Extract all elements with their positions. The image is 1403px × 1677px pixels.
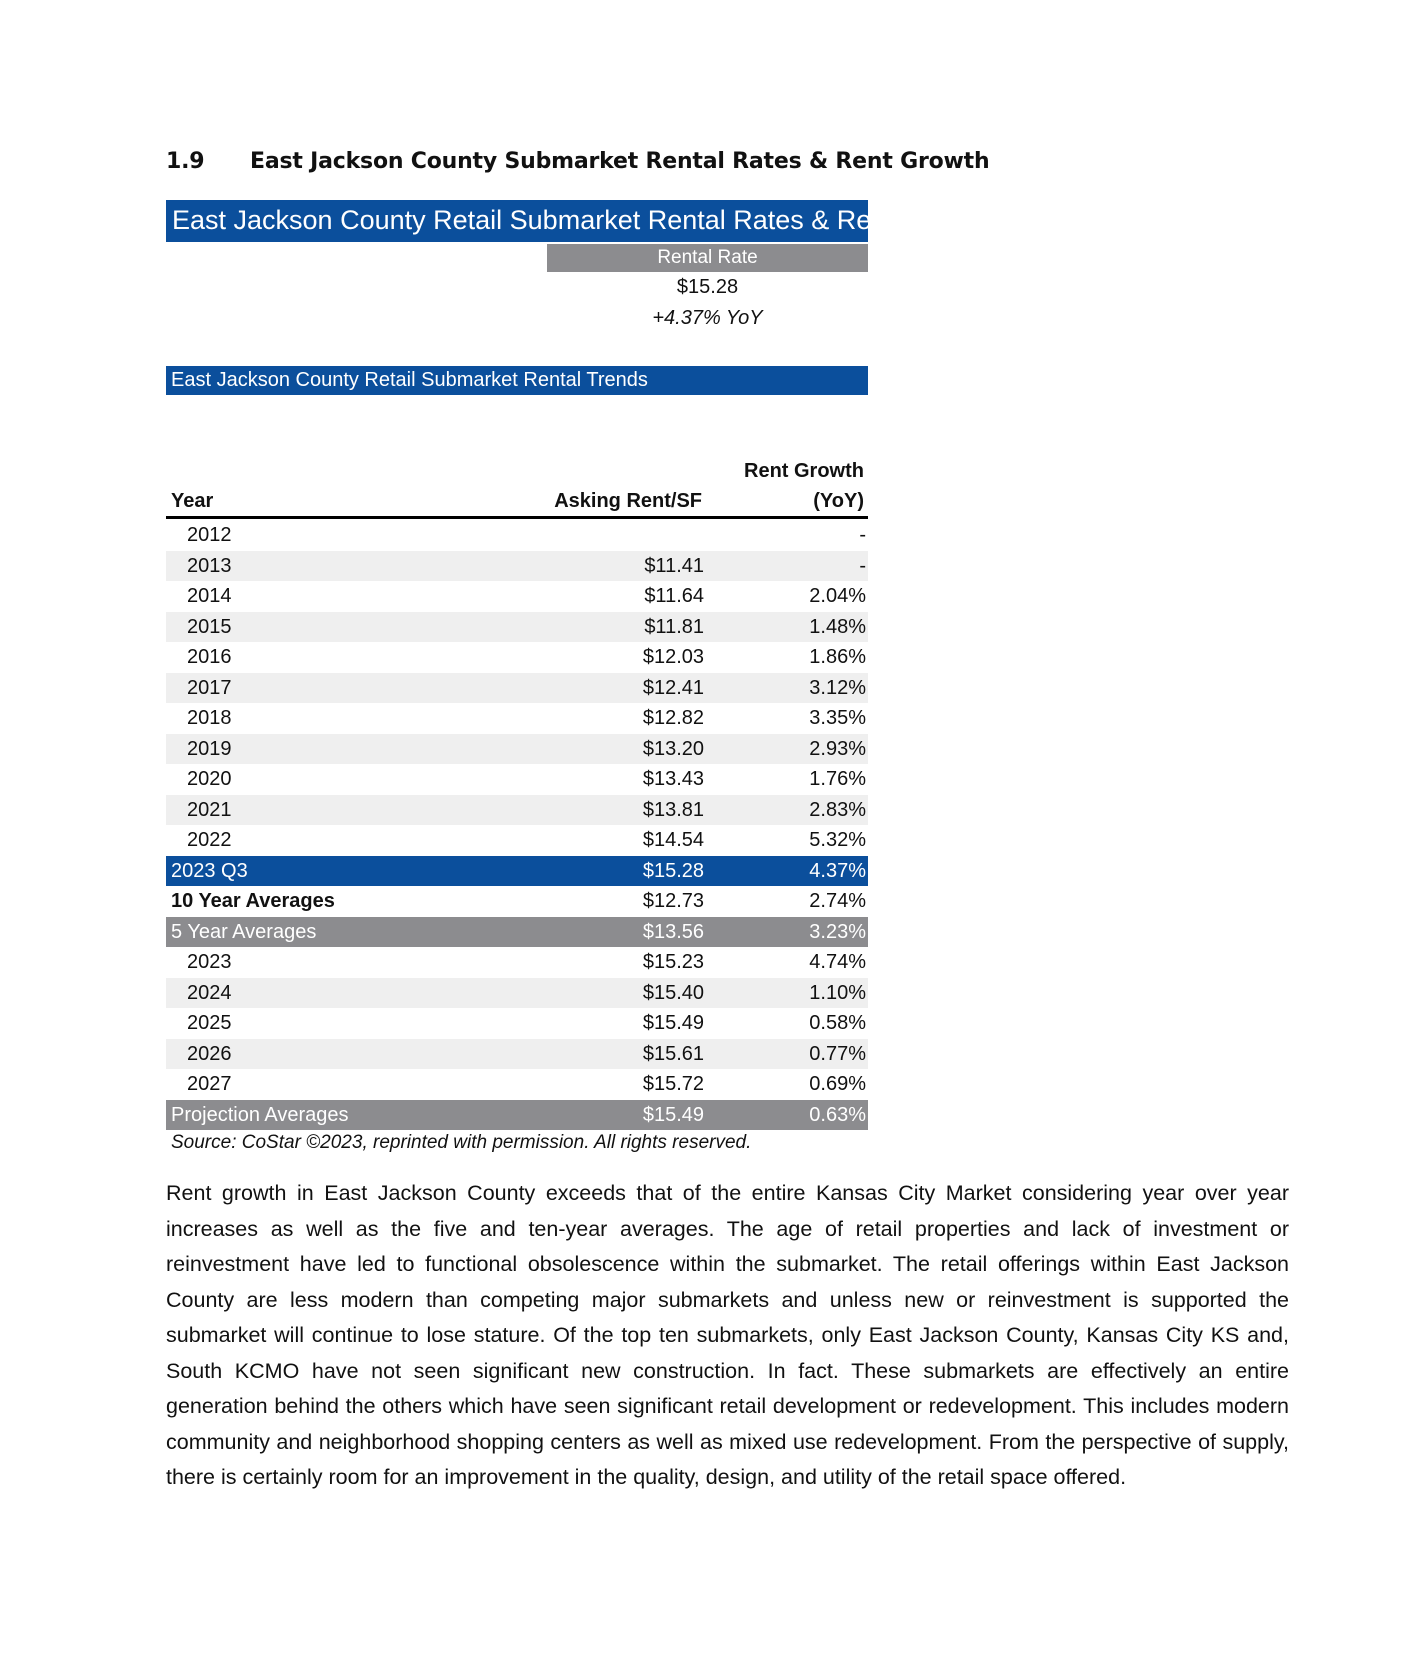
row-year: 2017	[187, 676, 232, 699]
table-row	[166, 520, 868, 551]
table-row	[166, 886, 868, 917]
row-year: 2024	[187, 981, 232, 1004]
row-year: 2022	[187, 829, 232, 851]
row-year: Projection Averages	[171, 1103, 349, 1126]
table-row	[166, 1069, 868, 1100]
row-year: 2016	[187, 646, 232, 668]
row-asking-rent: $11.41	[644, 554, 704, 577]
table-row	[166, 703, 868, 734]
row-rent-growth: 1.76%	[809, 768, 866, 790]
column-header-asking-rent: Asking Rent/SF	[554, 490, 702, 512]
row-asking-rent: $15.23	[642, 951, 704, 973]
row-rent-growth: 3.12%	[809, 676, 866, 699]
table-row	[166, 917, 868, 948]
table-row	[166, 1008, 868, 1039]
column-header-yoy: (YoY)	[813, 490, 864, 512]
table-row	[166, 856, 868, 887]
section-number: 1.9	[166, 149, 205, 174]
column-header-rent-growth: Rent Growth	[744, 460, 864, 482]
rental-rate-header: Rental Rate	[547, 244, 868, 272]
row-year: 5 Year Averages	[171, 920, 317, 943]
row-year: 2015	[187, 615, 232, 638]
rental-rate-value: $15.28	[676, 276, 739, 298]
row-asking-rent: $15.49	[642, 1012, 704, 1034]
row-asking-rent: $12.73	[642, 890, 704, 912]
row-asking-rent: $12.82	[642, 707, 704, 729]
table-row	[166, 734, 868, 765]
row-rent-growth: 2.04%	[809, 585, 866, 607]
row-rent-growth: -	[859, 524, 866, 546]
row-year: 2014	[187, 585, 232, 607]
row-asking-rent: $15.72	[642, 1073, 704, 1095]
rental-trends-table	[166, 520, 868, 1130]
row-asking-rent: $15.61	[642, 1042, 704, 1065]
source-note: Source: CoStar ©2023, reprinted with permission. All rights reserved.	[171, 1132, 752, 1153]
row-year: 2023 Q3	[171, 859, 248, 882]
table-row	[166, 612, 868, 643]
row-asking-rent: $15.28	[642, 859, 704, 882]
row-year: 2027	[187, 1073, 232, 1095]
row-year: 2012	[187, 524, 232, 546]
table-row	[166, 947, 868, 978]
table-row	[166, 1100, 868, 1131]
row-asking-rent: $12.03	[642, 646, 704, 668]
row-asking-rent: $15.49	[642, 1103, 704, 1126]
row-rent-growth: 3.23%	[809, 920, 866, 943]
table-row	[166, 764, 868, 795]
row-year: 2026	[187, 1042, 232, 1065]
table-row	[166, 673, 868, 704]
body-paragraph: Rent growth in East Jackson County exceeds that of the entire Kansas City Market considering year over year increases as well as the five and ten-year averages. The age of retail properties and lack of investment or reinvestment have led to functional obsolescence within the submarket. The retail offerings within East Jackson County are less modern than competing major submarkets and unless new or reinvestment is supported the submarket will continue to lose stature. Of the top ten submarkets, only East Jackson County, Kansas City KS and, South KCMO have not seen significant new construction. In fact. These submarkets are effectively an entire generation behind the others which have seen significant retail development or redevelopment. This includes modern community and neighborhood shopping centers as well as mixed use redevelopment. From the perspective of supply, there is certainly room for an improvement in the quality, design, and utility of the retail space offered.	[166, 1181, 1289, 1489]
row-asking-rent: $11.64	[644, 585, 704, 607]
row-year: 2025	[187, 1012, 232, 1034]
row-asking-rent: $11.81	[644, 615, 704, 638]
trends-title-bar	[166, 366, 868, 395]
table-row	[166, 1039, 868, 1070]
row-year: 10 Year Averages	[171, 890, 335, 912]
row-rent-growth: 0.77%	[809, 1042, 866, 1065]
row-rent-growth: 2.83%	[809, 798, 866, 821]
row-rent-growth: 0.63%	[809, 1103, 866, 1126]
table-row	[166, 642, 868, 673]
row-rent-growth: 0.69%	[809, 1073, 866, 1095]
row-year: 2023	[187, 951, 232, 973]
row-rent-growth: 2.74%	[809, 890, 866, 912]
section-title: East Jackson County Submarket Rental Rates & Rent Growth	[250, 149, 990, 174]
table-row	[166, 795, 868, 826]
row-rent-growth: 0.58%	[809, 1012, 866, 1034]
row-rent-growth: 4.37%	[809, 859, 866, 882]
rental-rate-change: +4.37% YoY	[652, 307, 763, 329]
row-year: 2019	[187, 737, 232, 760]
column-header-year: Year	[171, 490, 214, 512]
row-asking-rent: $12.41	[642, 676, 704, 699]
table-row	[166, 551, 868, 582]
row-year: 2018	[187, 707, 232, 729]
row-asking-rent: $13.56	[642, 920, 704, 943]
row-year: 2013	[187, 554, 232, 577]
row-rent-growth: 5.32%	[809, 829, 866, 851]
row-rent-growth: 1.48%	[809, 615, 866, 638]
row-asking-rent: $13.81	[642, 798, 704, 821]
row-asking-rent: $13.20	[642, 737, 704, 760]
row-asking-rent: $15.40	[642, 981, 704, 1004]
table-row	[166, 978, 868, 1009]
table-row	[166, 581, 868, 612]
summary-title: East Jackson County Retail Submarket Rental Rates & Rent Growth	[172, 205, 989, 235]
row-rent-growth: 1.86%	[809, 646, 866, 668]
row-rent-growth: 3.35%	[809, 707, 866, 729]
row-rent-growth: 1.10%	[809, 981, 866, 1004]
row-rent-growth: 2.93%	[809, 737, 866, 760]
summary-title-bar	[166, 200, 989, 242]
row-rent-growth: -	[859, 554, 866, 577]
row-asking-rent: $14.54	[642, 829, 704, 851]
trends-title: East Jackson County Retail Submarket Rental Trends	[171, 369, 648, 391]
table-row	[166, 825, 868, 856]
header-divider	[166, 516, 868, 519]
row-rent-growth: 4.74%	[809, 951, 866, 973]
section-heading	[166, 149, 989, 174]
row-year: 2020	[187, 768, 232, 790]
row-year: 2021	[187, 798, 232, 821]
row-asking-rent: $13.43	[642, 768, 704, 790]
